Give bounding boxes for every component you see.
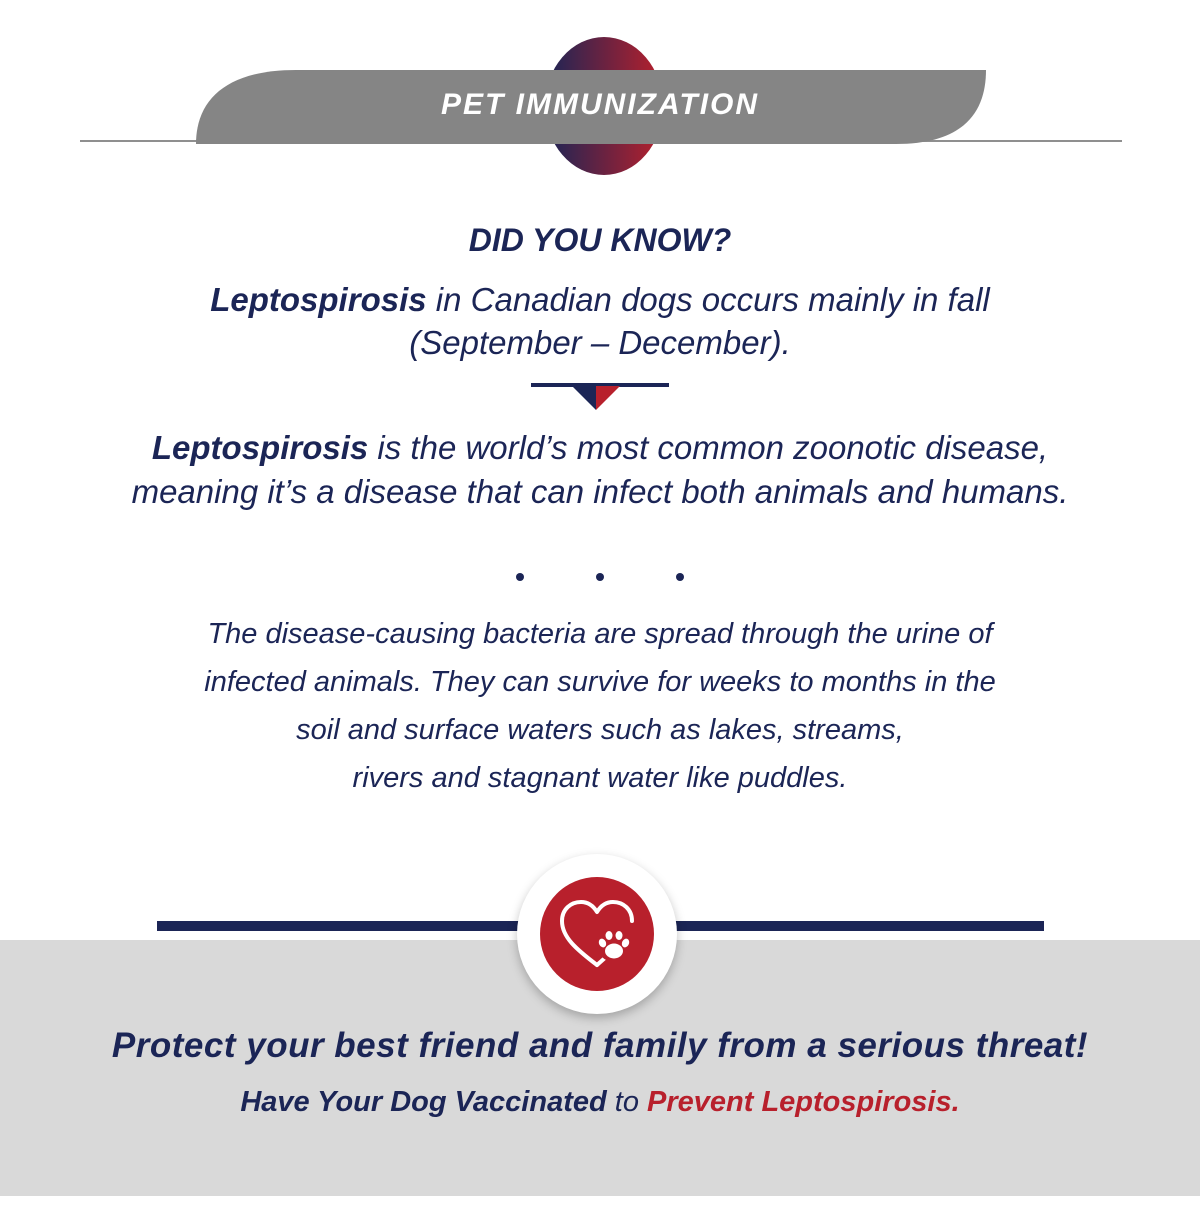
paragraph-line: rivers and stagnant water like puddles.: [352, 762, 848, 794]
cta-sub-part-2: to: [606, 1086, 648, 1118]
dot: [516, 573, 524, 581]
cta-rule-right: [663, 921, 1044, 931]
cta-headline: Protect your best friend and family from a serious threat!: [111, 1026, 1089, 1065]
did-you-know-heading: DID YOU KNOW?: [468, 222, 732, 258]
cta-subline: [0, 1086, 1200, 1119]
paragraph-line: infected animals. They can survive for weeks to months in the: [204, 666, 996, 698]
fact-2-keyword: Leptospirosis: [151, 429, 369, 466]
dot: [676, 573, 684, 581]
paragraph-line: The disease-causing bacteria are spread through the urine of: [207, 618, 993, 650]
page-title: PET IMMUNIZATION: [440, 88, 760, 121]
dot: [596, 573, 604, 581]
transmission-paragraph: [0, 610, 1200, 802]
divider-arrow-icon: [572, 386, 620, 412]
heart-paw-icon: [558, 897, 636, 971]
cta-sub-part-1: Have Your Dog Vaccinated: [240, 1086, 607, 1118]
fact-zoonotic: [0, 426, 1200, 514]
fact-seasonality: [0, 278, 1200, 364]
fact-1-keyword: Leptospirosis: [210, 281, 427, 318]
dots-separator: [510, 568, 690, 588]
fact-2-line-1: is the world’s most common zoonotic disease,: [368, 429, 1049, 466]
cta-sub-part-3: Prevent Leptospirosis.: [647, 1086, 960, 1118]
fact-1-line-2: (September – December).: [409, 324, 791, 361]
fact-2-line-2: meaning it’s a disease that can infect both animals and humans.: [131, 473, 1069, 510]
paragraph-line: soil and surface waters such as lakes, streams,: [296, 714, 904, 746]
fact-1-line-1: in Canadian dogs occurs mainly in fall: [426, 281, 990, 318]
cta-rule-left: [157, 921, 537, 931]
